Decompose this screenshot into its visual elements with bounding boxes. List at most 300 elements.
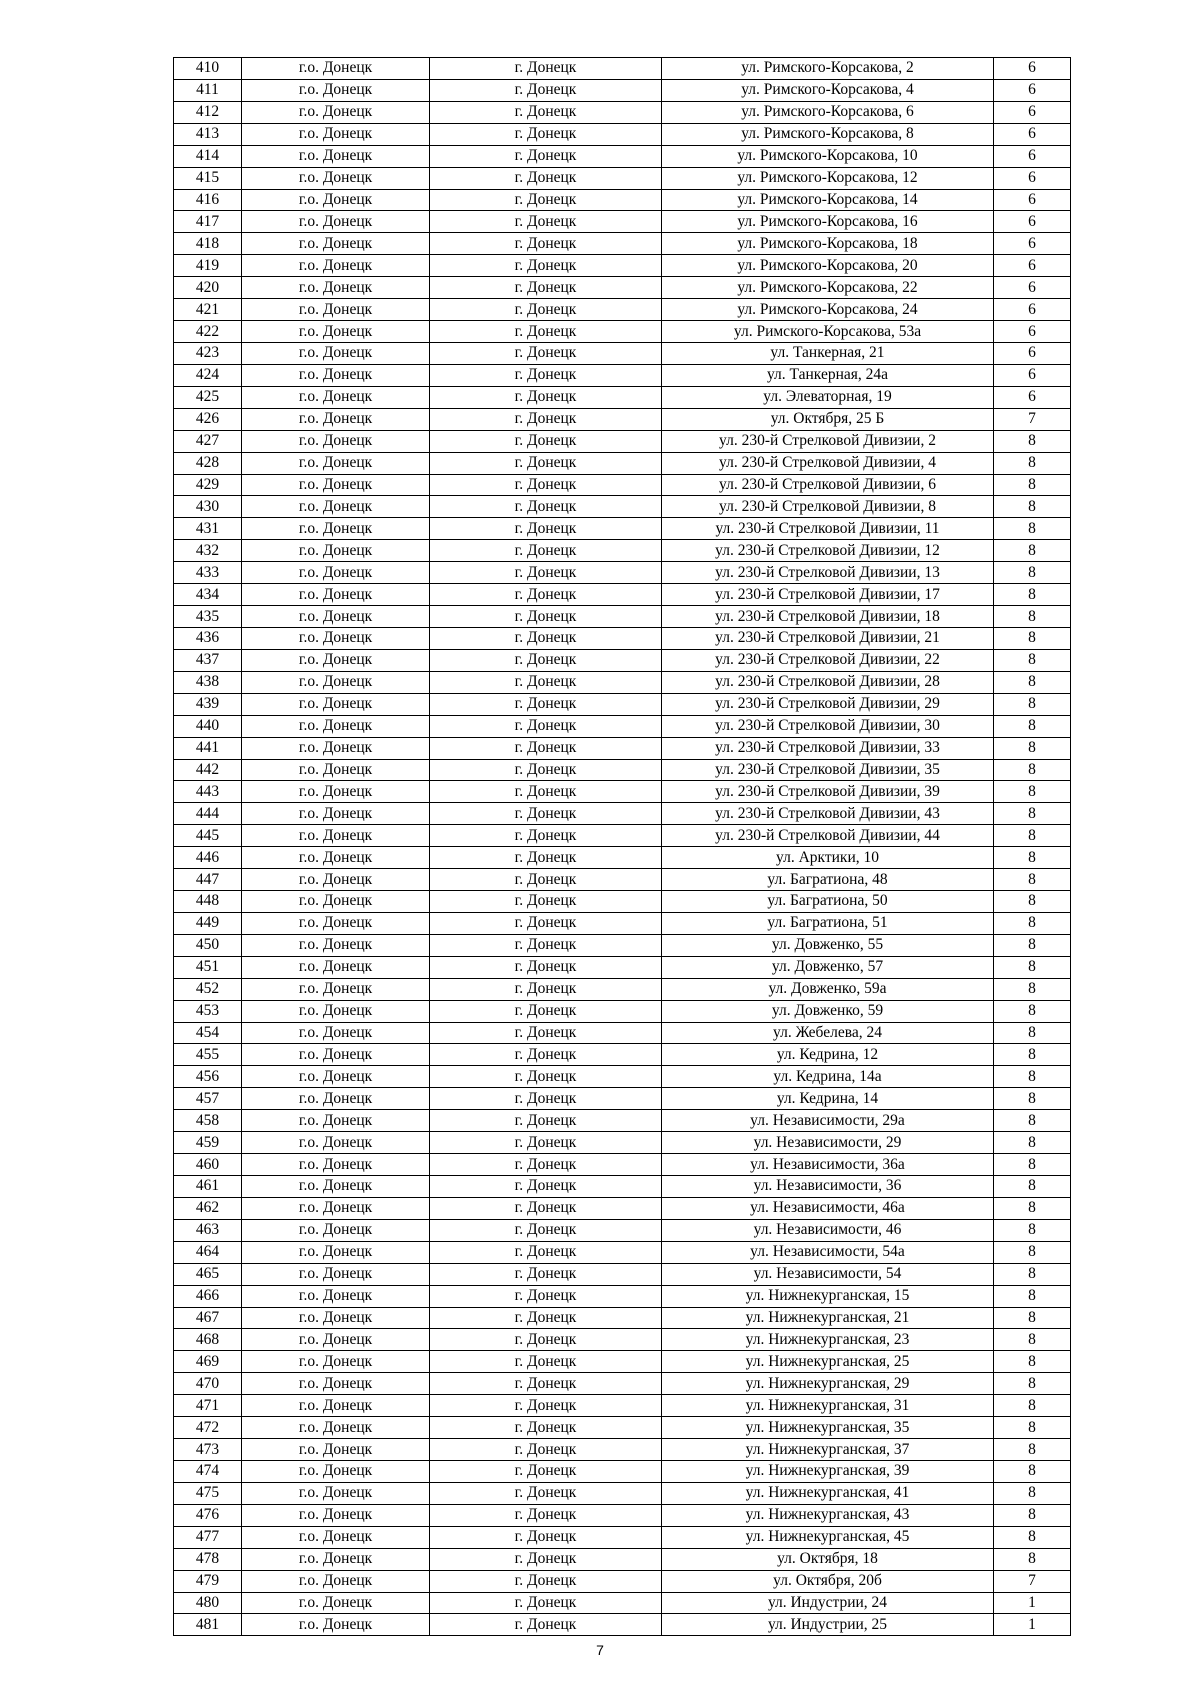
row-number-cell: 463	[174, 1219, 242, 1241]
district-cell: г.о. Донецк	[242, 1263, 430, 1285]
city-cell: г. Донецк	[430, 606, 662, 628]
row-number-cell: 437	[174, 649, 242, 671]
table-row	[174, 1044, 1071, 1066]
value-cell: 6	[994, 386, 1071, 408]
address-cell: ул. 230-й Стрелковой Дивизии, 11	[662, 518, 994, 540]
address-cell: ул. Танкерная, 24а	[662, 364, 994, 386]
district-cell: г.о. Донецк	[242, 1614, 430, 1636]
table-row	[174, 869, 1071, 891]
city-cell: г. Донецк	[430, 912, 662, 934]
city-cell: г. Донецк	[430, 847, 662, 869]
district-cell: г.о. Донецк	[242, 1088, 430, 1110]
address-cell: ул. 230-й Стрелковой Дивизии, 8	[662, 496, 994, 518]
district-cell: г.о. Донецк	[242, 321, 430, 343]
table-row	[174, 123, 1071, 145]
row-number-cell: 461	[174, 1176, 242, 1198]
address-cell: ул. 230-й Стрелковой Дивизии, 33	[662, 737, 994, 759]
table-row	[174, 1285, 1071, 1307]
table-row	[174, 1307, 1071, 1329]
city-cell: г. Донецк	[430, 1219, 662, 1241]
city-cell: г. Донецк	[430, 1241, 662, 1263]
address-cell: ул. Нижнекурганская, 25	[662, 1351, 994, 1373]
value-cell: 8	[994, 956, 1071, 978]
district-cell: г.о. Донецк	[242, 978, 430, 1000]
row-number-cell: 433	[174, 562, 242, 584]
row-number-cell: 445	[174, 825, 242, 847]
table-row	[174, 1329, 1071, 1351]
district-cell: г.о. Донецк	[242, 518, 430, 540]
row-number-cell: 434	[174, 584, 242, 606]
district-cell: г.о. Донецк	[242, 342, 430, 364]
city-cell: г. Донецк	[430, 167, 662, 189]
district-cell: г.о. Донецк	[242, 759, 430, 781]
value-cell: 8	[994, 1110, 1071, 1132]
value-cell: 6	[994, 255, 1071, 277]
value-cell: 1	[994, 1614, 1071, 1636]
address-cell: ул. 230-й Стрелковой Дивизии, 13	[662, 562, 994, 584]
district-cell: г.о. Донецк	[242, 1241, 430, 1263]
table-row	[174, 891, 1071, 913]
value-cell: 8	[994, 649, 1071, 671]
value-cell: 8	[994, 781, 1071, 803]
city-cell: г. Донецк	[430, 1088, 662, 1110]
value-cell: 8	[994, 562, 1071, 584]
value-cell: 8	[994, 1482, 1071, 1504]
value-cell: 8	[994, 1285, 1071, 1307]
address-cell: ул. Жебелева, 24	[662, 1022, 994, 1044]
table-row	[174, 321, 1071, 343]
value-cell: 8	[994, 759, 1071, 781]
city-cell: г. Донецк	[430, 452, 662, 474]
city-cell: г. Донецк	[430, 321, 662, 343]
row-number-cell: 431	[174, 518, 242, 540]
city-cell: г. Донецк	[430, 1000, 662, 1022]
row-number-cell: 470	[174, 1373, 242, 1395]
district-cell: г.о. Донецк	[242, 1548, 430, 1570]
district-cell: г.о. Донецк	[242, 649, 430, 671]
row-number-cell: 477	[174, 1526, 242, 1548]
table-row	[174, 759, 1071, 781]
city-cell: г. Донецк	[430, 430, 662, 452]
city-cell: г. Донецк	[430, 1614, 662, 1636]
district-cell: г.о. Донецк	[242, 1329, 430, 1351]
row-number-cell: 473	[174, 1439, 242, 1461]
address-cell: ул. Римского-Корсакова, 22	[662, 277, 994, 299]
address-cell: ул. Римского-Корсакова, 6	[662, 101, 994, 123]
district-cell: г.о. Донецк	[242, 1110, 430, 1132]
table-row	[174, 342, 1071, 364]
row-number-cell: 439	[174, 693, 242, 715]
city-cell: г. Донецк	[430, 1526, 662, 1548]
table-row	[174, 386, 1071, 408]
address-cell: ул. Багратиона, 51	[662, 912, 994, 934]
table-row	[174, 1373, 1071, 1395]
address-cell: ул. Нижнекурганская, 23	[662, 1329, 994, 1351]
row-number-cell: 450	[174, 934, 242, 956]
row-number-cell: 455	[174, 1044, 242, 1066]
page-number: 7	[596, 1642, 604, 1658]
value-cell: 8	[994, 540, 1071, 562]
value-cell: 8	[994, 1504, 1071, 1526]
city-cell: г. Донецк	[430, 386, 662, 408]
value-cell: 8	[994, 1044, 1071, 1066]
value-cell: 8	[994, 671, 1071, 693]
row-number-cell: 432	[174, 540, 242, 562]
address-cell: ул. Независимости, 36а	[662, 1154, 994, 1176]
district-cell: г.о. Донецк	[242, 891, 430, 913]
row-number-cell: 448	[174, 891, 242, 913]
district-cell: г.о. Донецк	[242, 715, 430, 737]
row-number-cell: 444	[174, 803, 242, 825]
city-cell: г. Донецк	[430, 1197, 662, 1219]
city-cell: г. Донецк	[430, 1154, 662, 1176]
address-cell: ул. Независимости, 29	[662, 1132, 994, 1154]
row-number-cell: 458	[174, 1110, 242, 1132]
address-cell: ул. Довженко, 55	[662, 934, 994, 956]
district-cell: г.о. Донецк	[242, 825, 430, 847]
row-number-cell: 415	[174, 167, 242, 189]
table-row	[174, 562, 1071, 584]
address-cell: ул. Октября, 25 Б	[662, 408, 994, 430]
address-cell: ул. Довженко, 59а	[662, 978, 994, 1000]
address-cell: ул. Римского-Корсакова, 2	[662, 58, 994, 80]
district-cell: г.о. Донецк	[242, 1461, 430, 1483]
address-cell: ул. Довженко, 57	[662, 956, 994, 978]
address-cell: ул. 230-й Стрелковой Дивизии, 2	[662, 430, 994, 452]
city-cell: г. Донецк	[430, 211, 662, 233]
value-cell: 8	[994, 1219, 1071, 1241]
table-row	[174, 101, 1071, 123]
table-row	[174, 233, 1071, 255]
district-cell: г.о. Донецк	[242, 934, 430, 956]
city-cell: г. Донецк	[430, 956, 662, 978]
row-number-cell: 452	[174, 978, 242, 1000]
address-cell: ул. 230-й Стрелковой Дивизии, 4	[662, 452, 994, 474]
value-cell: 8	[994, 1548, 1071, 1570]
value-cell: 8	[994, 518, 1071, 540]
value-cell: 6	[994, 145, 1071, 167]
city-cell: г. Донецк	[430, 364, 662, 386]
value-cell: 8	[994, 627, 1071, 649]
district-cell: г.о. Донецк	[242, 1570, 430, 1592]
address-cell: ул. Независимости, 46а	[662, 1197, 994, 1219]
value-cell: 8	[994, 1154, 1071, 1176]
city-cell: г. Донецк	[430, 79, 662, 101]
district-cell: г.о. Донецк	[242, 1482, 430, 1504]
table-row	[174, 1066, 1071, 1088]
row-number-cell: 451	[174, 956, 242, 978]
district-cell: г.о. Донецк	[242, 430, 430, 452]
value-cell: 8	[994, 1417, 1071, 1439]
row-number-cell: 429	[174, 474, 242, 496]
district-cell: г.о. Донецк	[242, 1132, 430, 1154]
table-row	[174, 430, 1071, 452]
city-cell: г. Донецк	[430, 693, 662, 715]
value-cell: 8	[994, 934, 1071, 956]
table-row	[174, 978, 1071, 1000]
table-row	[174, 1417, 1071, 1439]
row-number-cell: 423	[174, 342, 242, 364]
table-row	[174, 1263, 1071, 1285]
row-number-cell: 435	[174, 606, 242, 628]
table-row	[174, 606, 1071, 628]
row-number-cell: 453	[174, 1000, 242, 1022]
district-cell: г.о. Донецк	[242, 1504, 430, 1526]
value-cell: 6	[994, 79, 1071, 101]
value-cell: 8	[994, 1066, 1071, 1088]
row-number-cell: 464	[174, 1241, 242, 1263]
table-row	[174, 1241, 1071, 1263]
city-cell: г. Донецк	[430, 408, 662, 430]
district-cell: г.о. Донецк	[242, 1285, 430, 1307]
table-row	[174, 1548, 1071, 1570]
row-number-cell: 418	[174, 233, 242, 255]
city-cell: г. Донецк	[430, 1132, 662, 1154]
value-cell: 8	[994, 584, 1071, 606]
address-cell: ул. 230-й Стрелковой Дивизии, 30	[662, 715, 994, 737]
table-row	[174, 58, 1071, 80]
row-number-cell: 468	[174, 1329, 242, 1351]
table-row	[174, 540, 1071, 562]
address-cell: ул. Довженко, 59	[662, 1000, 994, 1022]
table-row	[174, 803, 1071, 825]
address-cell: ул. Независимости, 54	[662, 1263, 994, 1285]
value-cell: 8	[994, 1526, 1071, 1548]
city-cell: г. Донецк	[430, 299, 662, 321]
value-cell: 8	[994, 1088, 1071, 1110]
district-cell: г.о. Донецк	[242, 233, 430, 255]
table-row	[174, 408, 1071, 430]
value-cell: 6	[994, 277, 1071, 299]
city-cell: г. Донецк	[430, 145, 662, 167]
city-cell: г. Донецк	[430, 1439, 662, 1461]
address-cell: ул. 230-й Стрелковой Дивизии, 18	[662, 606, 994, 628]
row-number-cell: 454	[174, 1022, 242, 1044]
city-cell: г. Донецк	[430, 715, 662, 737]
value-cell: 6	[994, 167, 1071, 189]
city-cell: г. Донецк	[430, 562, 662, 584]
value-cell: 6	[994, 342, 1071, 364]
row-number-cell: 438	[174, 671, 242, 693]
district-cell: г.о. Донецк	[242, 1000, 430, 1022]
address-cell: ул. Элеваторная, 19	[662, 386, 994, 408]
district-cell: г.о. Донецк	[242, 1066, 430, 1088]
district-cell: г.о. Донецк	[242, 123, 430, 145]
district-cell: г.о. Донецк	[242, 101, 430, 123]
row-number-cell: 481	[174, 1614, 242, 1636]
city-cell: г. Донецк	[430, 1044, 662, 1066]
value-cell: 8	[994, 978, 1071, 1000]
value-cell: 8	[994, 1329, 1071, 1351]
value-cell: 8	[994, 912, 1071, 934]
district-cell: г.о. Донецк	[242, 1592, 430, 1614]
row-number-cell: 465	[174, 1263, 242, 1285]
table-row	[174, 1439, 1071, 1461]
city-cell: г. Донецк	[430, 869, 662, 891]
value-cell: 8	[994, 1241, 1071, 1263]
value-cell: 8	[994, 1022, 1071, 1044]
city-cell: г. Донецк	[430, 540, 662, 562]
city-cell: г. Донецк	[430, 759, 662, 781]
row-number-cell: 474	[174, 1461, 242, 1483]
row-number-cell: 442	[174, 759, 242, 781]
table-row	[174, 1088, 1071, 1110]
address-cell: ул. Кедрина, 12	[662, 1044, 994, 1066]
table-row	[174, 474, 1071, 496]
district-cell: г.о. Донецк	[242, 277, 430, 299]
table-row	[174, 715, 1071, 737]
city-cell: г. Донецк	[430, 934, 662, 956]
district-cell: г.о. Донецк	[242, 671, 430, 693]
table-row	[174, 1022, 1071, 1044]
address-cell: ул. Римского-Корсакова, 10	[662, 145, 994, 167]
value-cell: 8	[994, 1197, 1071, 1219]
row-number-cell: 421	[174, 299, 242, 321]
table-row	[174, 145, 1071, 167]
table-row	[174, 1395, 1071, 1417]
district-cell: г.о. Донецк	[242, 1395, 430, 1417]
district-cell: г.о. Донецк	[242, 189, 430, 211]
district-cell: г.о. Донецк	[242, 79, 430, 101]
table-row	[174, 1000, 1071, 1022]
table-row	[174, 1351, 1071, 1373]
address-cell: ул. Римского-Корсакова, 53а	[662, 321, 994, 343]
address-cell: ул. Кедрина, 14а	[662, 1066, 994, 1088]
value-cell: 8	[994, 1000, 1071, 1022]
row-number-cell: 457	[174, 1088, 242, 1110]
value-cell: 8	[994, 1307, 1071, 1329]
address-cell: ул. 230-й Стрелковой Дивизии, 39	[662, 781, 994, 803]
district-cell: г.о. Донецк	[242, 584, 430, 606]
value-cell: 1	[994, 1592, 1071, 1614]
city-cell: г. Донецк	[430, 255, 662, 277]
row-number-cell: 427	[174, 430, 242, 452]
address-cell: ул. Нижнекурганская, 31	[662, 1395, 994, 1417]
table-row	[174, 781, 1071, 803]
district-cell: г.о. Донецк	[242, 562, 430, 584]
address-cell: ул. 230-й Стрелковой Дивизии, 44	[662, 825, 994, 847]
address-cell: ул. 230-й Стрелковой Дивизии, 43	[662, 803, 994, 825]
value-cell: 6	[994, 299, 1071, 321]
city-cell: г. Донецк	[430, 233, 662, 255]
table-row	[174, 627, 1071, 649]
table-row	[174, 584, 1071, 606]
address-cell: ул. 230-й Стрелковой Дивизии, 22	[662, 649, 994, 671]
address-cell: ул. Римского-Корсакова, 24	[662, 299, 994, 321]
row-number-cell: 430	[174, 496, 242, 518]
row-number-cell: 410	[174, 58, 242, 80]
value-cell: 8	[994, 693, 1071, 715]
value-cell: 6	[994, 123, 1071, 145]
district-cell: г.о. Донецк	[242, 847, 430, 869]
city-cell: г. Донецк	[430, 1504, 662, 1526]
address-cell: ул. Нижнекурганская, 45	[662, 1526, 994, 1548]
district-cell: г.о. Донецк	[242, 408, 430, 430]
city-cell: г. Донецк	[430, 277, 662, 299]
address-cell: ул. Римского-Корсакова, 14	[662, 189, 994, 211]
value-cell: 6	[994, 233, 1071, 255]
table-row	[174, 1570, 1071, 1592]
city-cell: г. Донецк	[430, 1329, 662, 1351]
address-cell: ул. Нижнекурганская, 37	[662, 1439, 994, 1461]
table-row	[174, 825, 1071, 847]
address-cell: ул. 230-й Стрелковой Дивизии, 29	[662, 693, 994, 715]
address-table-body	[174, 58, 1071, 1636]
row-number-cell: 411	[174, 79, 242, 101]
row-number-cell: 441	[174, 737, 242, 759]
address-cell: ул. Римского-Корсакова, 16	[662, 211, 994, 233]
district-cell: г.о. Донецк	[242, 1373, 430, 1395]
district-cell: г.о. Донецк	[242, 606, 430, 628]
address-cell: ул. Независимости, 36	[662, 1176, 994, 1198]
city-cell: г. Донецк	[430, 1461, 662, 1483]
row-number-cell: 436	[174, 627, 242, 649]
address-cell: ул. Независимости, 54а	[662, 1241, 994, 1263]
district-cell: г.о. Донецк	[242, 1526, 430, 1548]
table-row	[174, 1219, 1071, 1241]
city-cell: г. Донецк	[430, 584, 662, 606]
address-cell: ул. 230-й Стрелковой Дивизии, 35	[662, 759, 994, 781]
district-cell: г.о. Донецк	[242, 1176, 430, 1198]
city-cell: г. Донецк	[430, 1482, 662, 1504]
value-cell: 8	[994, 1439, 1071, 1461]
table-row	[174, 649, 1071, 671]
table-row	[174, 1197, 1071, 1219]
row-number-cell: 456	[174, 1066, 242, 1088]
table-row	[174, 671, 1071, 693]
address-cell: ул. Танкерная, 21	[662, 342, 994, 364]
district-cell: г.о. Донецк	[242, 1044, 430, 1066]
row-number-cell: 412	[174, 101, 242, 123]
row-number-cell: 413	[174, 123, 242, 145]
row-number-cell: 478	[174, 1548, 242, 1570]
row-number-cell: 459	[174, 1132, 242, 1154]
district-cell: г.о. Донецк	[242, 364, 430, 386]
city-cell: г. Донецк	[430, 496, 662, 518]
city-cell: г. Донецк	[430, 1592, 662, 1614]
address-cell: ул. Нижнекурганская, 35	[662, 1417, 994, 1439]
table-row	[174, 737, 1071, 759]
city-cell: г. Донецк	[430, 737, 662, 759]
address-cell: ул. Нижнекурганская, 41	[662, 1482, 994, 1504]
value-cell: 7	[994, 408, 1071, 430]
table-row	[174, 79, 1071, 101]
district-cell: г.о. Донецк	[242, 693, 430, 715]
city-cell: г. Донецк	[430, 101, 662, 123]
table-row	[174, 1461, 1071, 1483]
row-number-cell: 447	[174, 869, 242, 891]
district-cell: г.о. Донецк	[242, 737, 430, 759]
address-table	[173, 57, 1071, 1636]
city-cell: г. Донецк	[430, 1548, 662, 1570]
table-row	[174, 1592, 1071, 1614]
row-number-cell: 480	[174, 1592, 242, 1614]
row-number-cell: 424	[174, 364, 242, 386]
value-cell: 6	[994, 211, 1071, 233]
value-cell: 6	[994, 189, 1071, 211]
district-cell: г.о. Донецк	[242, 299, 430, 321]
district-cell: г.о. Донецк	[242, 1022, 430, 1044]
district-cell: г.о. Донецк	[242, 145, 430, 167]
address-cell: ул. Римского-Корсакова, 8	[662, 123, 994, 145]
district-cell: г.о. Донецк	[242, 474, 430, 496]
table-row	[174, 364, 1071, 386]
table-row	[174, 211, 1071, 233]
value-cell: 6	[994, 364, 1071, 386]
row-number-cell: 416	[174, 189, 242, 211]
city-cell: г. Донецк	[430, 649, 662, 671]
district-cell: г.о. Донецк	[242, 1197, 430, 1219]
